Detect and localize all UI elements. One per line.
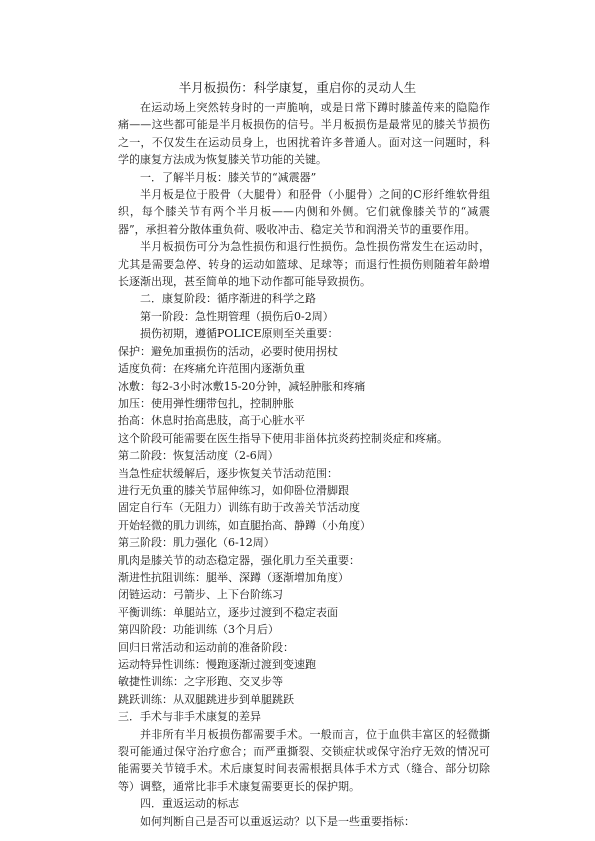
list-item: 保护：避免加重损伤的活动，必要时使用拐杖 bbox=[118, 344, 338, 358]
list-item: 跳跃训练：从双腿跳进步到单腿跳跃 bbox=[118, 692, 294, 706]
body-line: 当急性症状缓解后，逐步恢复关节活动范围： bbox=[118, 466, 338, 480]
list-item: 进行无负重的膝关节屈伸练习，如仰卧位滑脚跟 bbox=[118, 483, 349, 497]
stage-heading-3: 第三阶段：肌力强化（6-12周） bbox=[118, 536, 275, 550]
stage-heading-4: 第四阶段：功能训练（3个月后） bbox=[118, 623, 279, 637]
list-item: 敏捷性训练：之字形跑、交叉步等 bbox=[118, 675, 283, 689]
document-body bbox=[118, 99, 490, 830]
section-heading-2: 二．康复阶段：循序渐进的科学之路 bbox=[140, 292, 316, 306]
body-line: 这个阶段可能需要在医生指导下使用非甾体抗炎药控制炎症和疼痛。 bbox=[118, 431, 448, 445]
list-item: 适度负荷：在疼痛允许范围内逐渐负重 bbox=[118, 362, 305, 376]
list-item: 开始轻微的肌力训练，如直腿抬高、静蹲（小角度） bbox=[118, 518, 371, 532]
list-item: 固定自行车（无阻力）训练有助于改善关节活动度 bbox=[118, 501, 360, 515]
list-item: 运动特异性训练：慢跑逐渐过渡到变速跑 bbox=[118, 658, 316, 671]
list-item: 抬高：休息时抬高患肢，高于心脏水平 bbox=[118, 414, 305, 428]
list-item: 冰敷：每2-3小时冰敷15-20分钟，减轻肿胀和疼痛 bbox=[118, 379, 366, 393]
body-paragraph: 半月板损伤可分为急性损伤和退行性损伤。急性损伤常发生在运动时，尤其是需要急停、转身的运动如篮球、足球等；而退行性损伤则随着年龄增长逐渐出现，甚至简单的地下动作都可能导致损伤。 bbox=[118, 240, 490, 289]
section-heading-4: 四．重返运动的标志 bbox=[140, 797, 239, 811]
list-item: 渐进性抗阻训练：腿举、深蹲（逐渐增加角度） bbox=[118, 570, 349, 584]
list-item: 平衡训练：单腿站立，逐步过渡到不稳定表面 bbox=[118, 605, 338, 619]
section-heading-1: 一．了解半月板：膝关节的“减震器” bbox=[140, 170, 317, 184]
list-item: 加压：使用弹性绷带包扎，控制肿胀 bbox=[118, 396, 294, 410]
list-item: 闭链运动：弓箭步、上下台阶练习 bbox=[118, 588, 283, 602]
section-heading-3: 三．手术与非手术康复的差异 bbox=[118, 710, 261, 724]
stage-heading-2: 第二阶段：恢复活动度（2-6周） bbox=[118, 449, 279, 463]
document-title: 半月板损伤：科学康复，重启你的灵动人生 bbox=[178, 80, 417, 95]
body-paragraph: 半月板是位于股骨（大腿骨）和胫骨（小腿骨）之间的C形纤维软骨组织，每个膝关节有两个半月板——内侧和外侧。它们就像膝关节的“减震器”，承担着分散体重负荷、吸收冲击、稳定关节和润滑关节的重要作用。 bbox=[118, 188, 490, 236]
intro-paragraph: 在运动场上突然转身时的一声脆响，或是日常下蹲时膝盖传来的隐隐作痛——这些都可能是半月板损伤的信号。半月板损伤是最常见的膝关节损伤之一，不仅发生在运动员身上，也困扰着许多普通人。面对这一问题时，科学的康复方法成为恢复膝关节功能的关键。 bbox=[118, 101, 490, 167]
body-line: 回归日常活动和运动前的准备阶段： bbox=[118, 640, 294, 654]
body-line: 如何判断自己是否可以重返运动？以下是一些重要指标： bbox=[140, 814, 415, 828]
body-paragraph: 并非所有半月板损伤都需要手术。一般而言，位于血供丰富区的轻微撕裂可能通过保守治疗愈合；而严重撕裂、交锁症状或保守治疗无效的情况可能需要关节镜手术。术后康复时间表需根据具体手术方式（缝合、部分切除等）调整，通常比非手术康复需要更长的保护期。 bbox=[118, 727, 490, 793]
stage-heading-1: 第一阶段：急性期管理（损伤后0-2周） bbox=[140, 309, 334, 323]
body-line: 肌肉是膝关节的动态稳定器，强化肌力至关重要： bbox=[118, 553, 360, 567]
body-line: 损伤初期，遵循POLICE原则至关重要： bbox=[140, 327, 339, 341]
